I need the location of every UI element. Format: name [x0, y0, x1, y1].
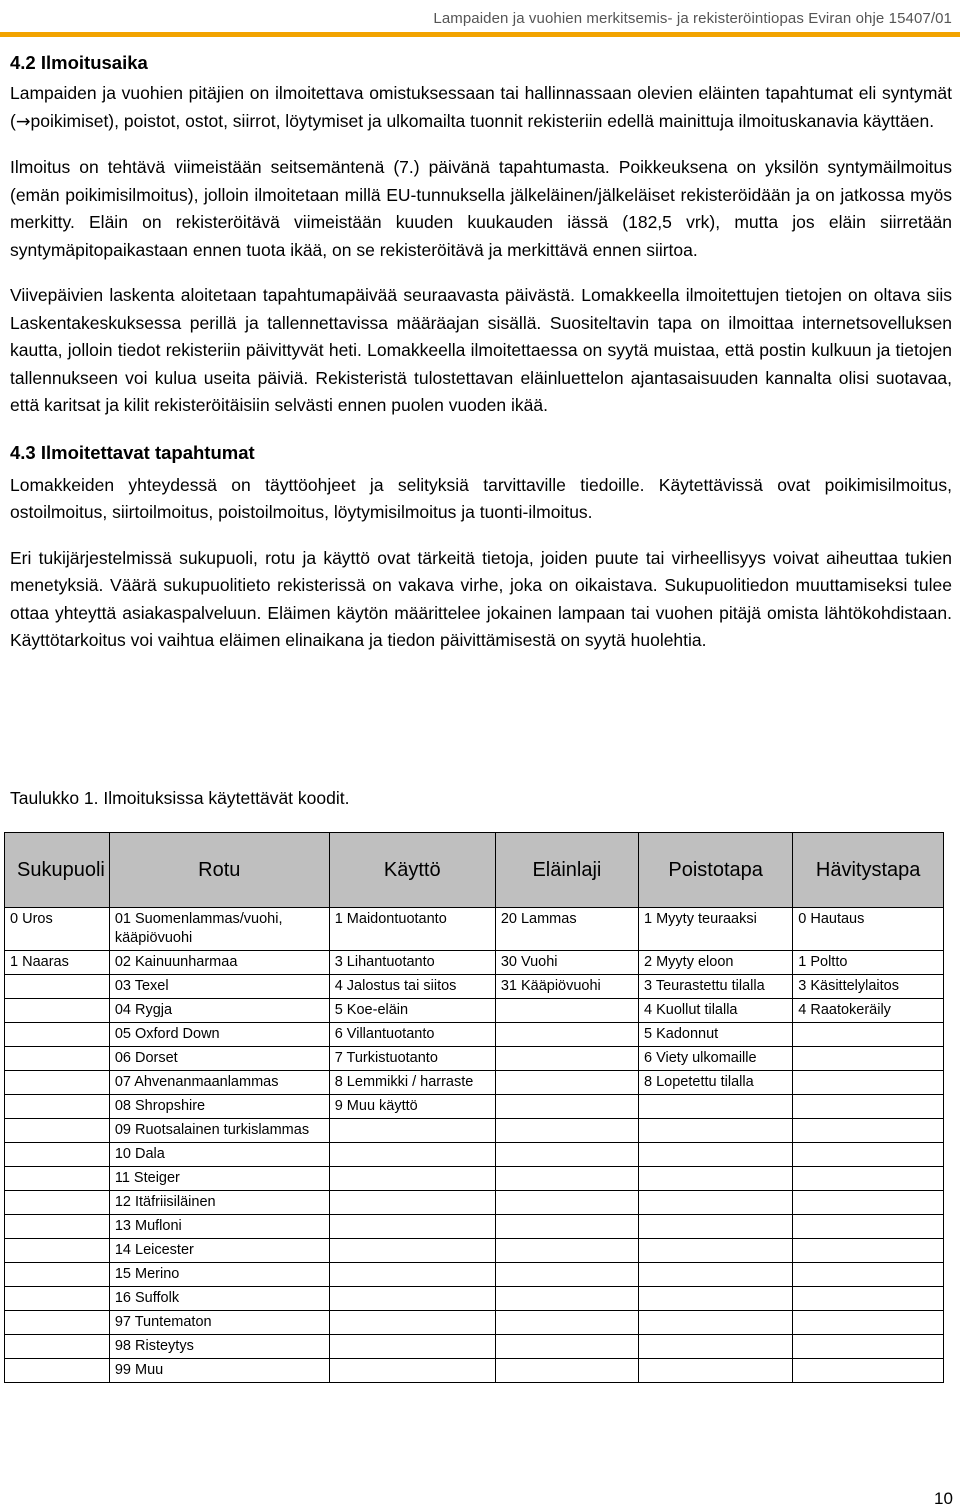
cell-removal: 8 Lopetettu tilalla [639, 1071, 793, 1095]
cell-breed: 09 Ruotsalainen turkislammas [109, 1119, 329, 1143]
cell-species [495, 1359, 638, 1383]
table-row [5, 1311, 944, 1335]
cell-breed: 99 Muu [109, 1359, 329, 1383]
cell-breed: 14 Leicester [109, 1239, 329, 1263]
cell-removal: 2 Myyty eloon [639, 951, 793, 975]
table-row [5, 1215, 944, 1239]
cell-sex [5, 1359, 110, 1383]
cell-use: 5 Koe-eläin [329, 999, 495, 1023]
cell-use [329, 1167, 495, 1191]
cell-species [495, 1143, 638, 1167]
cell-breed: 12 Itäfriisiläinen [109, 1191, 329, 1215]
cell-species [495, 1071, 638, 1095]
cell-removal [639, 1335, 793, 1359]
table-row [5, 1047, 944, 1071]
cell-removal [639, 1191, 793, 1215]
cell-removal: 4 Kuollut tilalla [639, 999, 793, 1023]
paragraph-text: Lampaiden ja vuohien pitäjien on ilmoitettava omistuksessaan tai hallinnassaan olevien eläinten tapahtumat eli syntymät ( [10, 83, 952, 131]
cell-disposal [793, 1023, 944, 1047]
table-row [5, 1143, 944, 1167]
cell-breed: 97 Tuntematon [109, 1311, 329, 1335]
cell-breed: 15 Merino [109, 1263, 329, 1287]
cell-use: 3 Lihantuotanto [329, 951, 495, 975]
cell-disposal [793, 1143, 944, 1167]
cell-use [329, 1335, 495, 1359]
header-rule [0, 32, 960, 37]
cell-use: 4 Jalostus tai siitos [329, 975, 495, 999]
cell-breed: 02 Kainuunharmaa [109, 951, 329, 975]
cell-breed: 07 Ahvenanmaanlammas [109, 1071, 329, 1095]
table-row [5, 1119, 944, 1143]
column-header-use: Käyttö [329, 833, 495, 908]
cell-disposal: 0 Hautaus [793, 908, 944, 951]
cell-breed: 01 Suomenlammas/vuohi, kääpiövuohi [109, 908, 329, 951]
section-4-3-paragraph-2: Eri tukijärjestelmissä sukupuoli, rotu ja käyttö ovat tärkeitä tietoja, joiden puute tai virheellisyys voivat aiheuttaa tukien menetyksiä. Väärä sukupuolitieto rekisterissä on vakava virhe, joka on oikaistava. Sukupuolitiedon muuttamiseksi tulee ottaa yhteyttä asiakaspalveluun. Eläimen käytön määrittelee jokainen lampaan tai vuohen pitäjä omista lähtökohdistaan. Käyttötarkoitus voi vaihtua eläimen elinaikana ja tiedon päivittämisestä on syytä huolehtia. [10, 547, 952, 650]
column-header-disposal: Hävitystapa [793, 833, 944, 908]
cell-disposal [793, 1095, 944, 1119]
table-row [5, 975, 944, 999]
cell-species [495, 1239, 638, 1263]
cell-removal [639, 1263, 793, 1287]
cell-breed: 11 Steiger [109, 1167, 329, 1191]
cell-breed: 05 Oxford Down [109, 1023, 329, 1047]
cell-sex [5, 1143, 110, 1167]
table-row [5, 1023, 944, 1047]
cell-species [495, 1311, 638, 1335]
cell-use: 6 Villantuotanto [329, 1023, 495, 1047]
table-row [5, 1167, 944, 1191]
cell-disposal [793, 1071, 944, 1095]
cell-disposal [793, 1239, 944, 1263]
table-body [5, 908, 944, 1383]
cell-disposal [793, 1215, 944, 1239]
cell-species: 20 Lammas [495, 908, 638, 951]
section-4-2-paragraph-3: Viivepäivien laskenta aloitetaan tapahtumapäivää seuraavasta päivästä. Lomakkeella ilmoitettujen tietojen on oltava siis Laskentakeskuksessa perillä ja tallennettavissa määräajan sisällä. Suositeltavin tapa on ilmoittaa internetsovelluksen kautta, jolloin tiedot rekisteriin päivittyvät heti. Lomakkeella ilmoitettaessa on syytä muistaa, että postin kulkuun ja tietojen tallennukseen voi kulua useita päiviä. Rekisteristä tulostettavan eläinluettelon ajantasaisuuden kannalta olisi suotavaa, että karitsat ja kilit rekisteröitäisiin selvästi ennen puolen vuoden ikää. [10, 285, 952, 415]
cell-sex [5, 999, 110, 1023]
cell-disposal [793, 1287, 944, 1311]
cell-use: 1 Maidontuotanto [329, 908, 495, 951]
table-row [5, 1095, 944, 1119]
cell-use [329, 1311, 495, 1335]
cell-removal: 3 Teurastettu tilalla [639, 975, 793, 999]
cell-removal: 1 Myyty teuraaksi [639, 908, 793, 951]
section-4-2-heading: 4.2 Ilmoitusaika [10, 52, 148, 73]
cell-removal: 6 Viety ulkomaille [639, 1047, 793, 1071]
table-row [5, 1359, 944, 1383]
cell-species: 30 Vuohi [495, 951, 638, 975]
cell-sex [5, 1239, 110, 1263]
cell-sex [5, 1167, 110, 1191]
table-caption: Taulukko 1. Ilmoituksissa käytettävät koodit. [10, 788, 350, 808]
table-row [5, 908, 944, 951]
table-row [5, 999, 944, 1023]
table-row [5, 1263, 944, 1287]
cell-breed: 03 Texel [109, 975, 329, 999]
column-header-species: Eläinlaji [495, 833, 638, 908]
cell-disposal [793, 1311, 944, 1335]
cell-species [495, 1047, 638, 1071]
cell-breed: 08 Shropshire [109, 1095, 329, 1119]
cell-use [329, 1239, 495, 1263]
cell-disposal: 1 Poltto [793, 951, 944, 975]
section-4-3-paragraph-1: Lomakkeiden yhteydessä on täyttöohjeet ja selityksiä tarvittaville tiedoille. Käytettävissä ovat poikimisilmoitus, ostoilmoitus, siirtoilmoitus, poistoilmoitus, löytymisilmoitus ja tuonti-ilmoitus. [10, 474, 952, 522]
cell-sex [5, 1047, 110, 1071]
column-header-removal: Poistotapa [639, 833, 793, 908]
cell-species [495, 1263, 638, 1287]
cell-sex [5, 1071, 110, 1095]
cell-use [329, 1143, 495, 1167]
cell-removal [639, 1215, 793, 1239]
cell-sex [5, 1119, 110, 1143]
cell-species [495, 1215, 638, 1239]
cell-breed: 16 Suffolk [109, 1287, 329, 1311]
cell-species [495, 1191, 638, 1215]
cell-disposal [793, 1263, 944, 1287]
codes-table [4, 832, 944, 1383]
cell-use: 7 Turkistuotanto [329, 1047, 495, 1071]
cell-species [495, 1335, 638, 1359]
cell-sex [5, 1023, 110, 1047]
cell-removal [639, 1143, 793, 1167]
table-row [5, 1335, 944, 1359]
cell-species [495, 1287, 638, 1311]
table-row [5, 1287, 944, 1311]
cell-species [495, 1095, 638, 1119]
cell-sex [5, 1215, 110, 1239]
table-row [5, 1239, 944, 1263]
running-header: Lampaiden ja vuohien merkitsemis- ja rekisteröintiopas Eviran ohje 15407/01 [433, 10, 952, 27]
cell-sex [5, 1263, 110, 1287]
cell-use [329, 1119, 495, 1143]
table-row [5, 951, 944, 975]
cell-removal: 5 Kadonnut [639, 1023, 793, 1047]
cell-disposal [793, 1191, 944, 1215]
table-row [5, 1191, 944, 1215]
cell-disposal [793, 1359, 944, 1383]
cell-sex [5, 1311, 110, 1335]
cell-use [329, 1215, 495, 1239]
cell-breed: 06 Dorset [109, 1047, 329, 1071]
document-body [10, 48, 952, 808]
cell-sex [5, 1287, 110, 1311]
cell-removal [639, 1311, 793, 1335]
cell-disposal [793, 1167, 944, 1191]
cell-use [329, 1263, 495, 1287]
section-4-3-heading: 4.3 Ilmoitettavat tapahtumat [10, 441, 255, 463]
cell-use: 9 Muu käyttö [329, 1095, 495, 1119]
cell-species [495, 999, 638, 1023]
cell-removal [639, 1167, 793, 1191]
cell-sex: 0 Uros [5, 908, 110, 951]
cell-removal [639, 1095, 793, 1119]
cell-removal [639, 1359, 793, 1383]
cell-removal [639, 1119, 793, 1143]
cell-sex: 1 Naaras [5, 951, 110, 975]
cell-species [495, 1023, 638, 1047]
cell-removal [639, 1239, 793, 1263]
arrow-right-icon: → [15, 111, 31, 132]
cell-use [329, 1191, 495, 1215]
cell-sex [5, 1335, 110, 1359]
cell-breed: 13 Mufloni [109, 1215, 329, 1239]
page-number: 10 [934, 1489, 953, 1508]
table-header-row [5, 833, 944, 908]
cell-species [495, 1167, 638, 1191]
cell-disposal [793, 1047, 944, 1071]
cell-use: 8 Lemmikki / harraste [329, 1071, 495, 1095]
column-header-sex: Sukupuoli [5, 833, 110, 908]
column-header-breed: Rotu [109, 833, 329, 908]
cell-species: 31 Kääpiövuohi [495, 975, 638, 999]
cell-use [329, 1287, 495, 1311]
cell-breed: 98 Risteytys [109, 1335, 329, 1359]
cell-removal [639, 1287, 793, 1311]
paragraph-text: poikimiset), poistot, ostot, siirrot, löytymiset ja ulkomailta tuonnit rekisteriin edellä mainittuja ilmoituskanavia käyttäen. [30, 110, 935, 131]
cell-breed: 04 Rygja [109, 999, 329, 1023]
cell-sex [5, 1095, 110, 1119]
cell-disposal [793, 1119, 944, 1143]
cell-sex [5, 975, 110, 999]
cell-disposal [793, 1335, 944, 1359]
section-4-2-paragraph-2: Ilmoitus on tehtävä viimeistään seitsemäntenä (7.) päivänä tapahtumasta. Poikkeuksena on yksilön syntymäilmoitus (emän poikimisilmoitus), jolloin ilmoitetaan millä EU-tunnuksella jälkeläinen/jälkeläiset rekisteröidään ja on jatkossa myös merkitty. Eläin on rekisteröitävä viimeistään kuuden kuukauden iässä (182,5 vrk), mutta jos eläin siirretään syntymäpitopaikastaan ennen tuota ikää, on se rekisteröitävä ja merkittävä ennen siirtoa. [10, 157, 952, 260]
cell-disposal: 4 Raatokeräily [793, 999, 944, 1023]
cell-breed: 10 Dala [109, 1143, 329, 1167]
cell-use [329, 1359, 495, 1383]
cell-species [495, 1119, 638, 1143]
table-row [5, 1071, 944, 1095]
cell-sex [5, 1191, 110, 1215]
section-4-2-paragraph-1 [10, 80, 952, 136]
cell-disposal: 3 Käsittelylaitos [793, 975, 944, 999]
